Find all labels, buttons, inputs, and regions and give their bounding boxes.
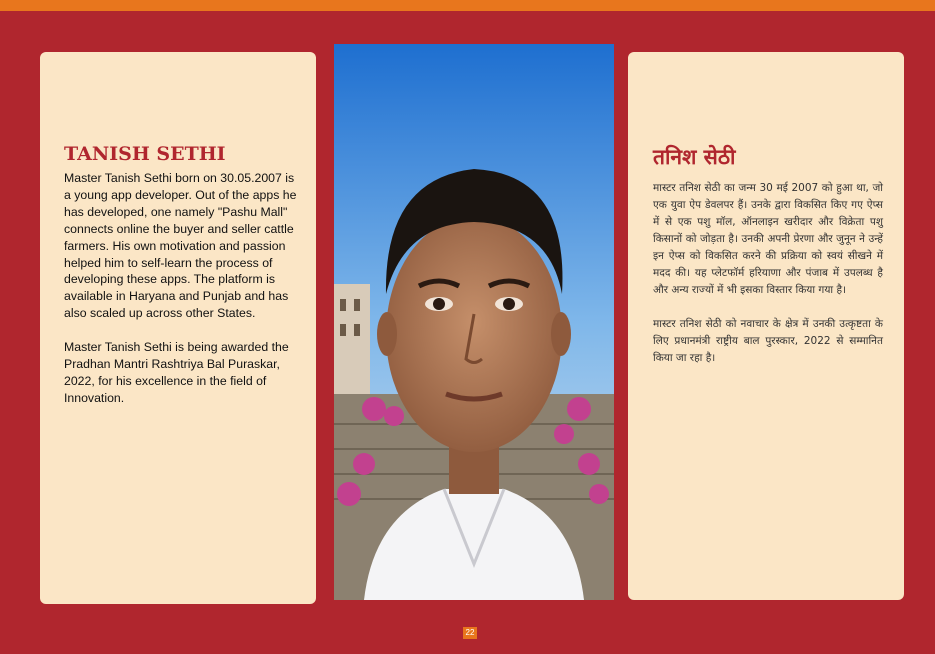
english-title: TANISH SETHI [64, 143, 226, 165]
portrait-photo [334, 44, 614, 600]
hindi-body [653, 180, 883, 384]
hindi-title: तनिश सेठी [653, 144, 736, 169]
hindi-paragraph-2: मास्टर तनिश सेठी को नवाचार के क्षेत्र में उनकी उत्कृष्टता के लिए प्रधानमंत्री राष्ट्रीय बाल पुरस्कार, 2022 से सम्मानित किया जा रहा है। [653, 318, 883, 364]
top-accent-bar [0, 0, 935, 11]
english-body [64, 170, 302, 424]
english-paragraph-1: Master Tanish Sethi born on 30.05.2007 is a young app developer. Out of the apps he has developed, one namely "Pashu Mall" connects online the buyer and seller cattle farmers. His own motivation and passion helped him to self-learn the process of developing these apps. The platform is available in Haryana and Punjab and has also scaled up across other States. [64, 171, 297, 321]
hindi-paragraph-1: मास्टर तनिश सेठी का जन्म 30 मई 2007 को हुआ था, जो एक युवा ऐप डेवलपर हैं। उनके द्वारा विकसित किए गए ऐप्स में से एक पशु मॉल, ऑनलाइन खरीदार और विक्रेता पशु किसानों को जोड़ता है। उनकी अपनी प्रेरणा और जुनून ने उन्हें इन ऐप्स को विकसित करने की प्रक्रिया को स्वयं सीखने में मदद की। यह प्लेटफॉर्म हरियाणा और पंजाब में उपलब्ध है और अन्य राज्यों में भी इसका विस्तार किया गया है। [653, 182, 883, 296]
page-number: 22 [463, 627, 477, 639]
english-paragraph-2: Master Tanish Sethi is being awarded the Pradhan Mantri Rashtriya Bal Puraskar, 2022, for his excellence in the field of Innovation. [64, 340, 289, 405]
